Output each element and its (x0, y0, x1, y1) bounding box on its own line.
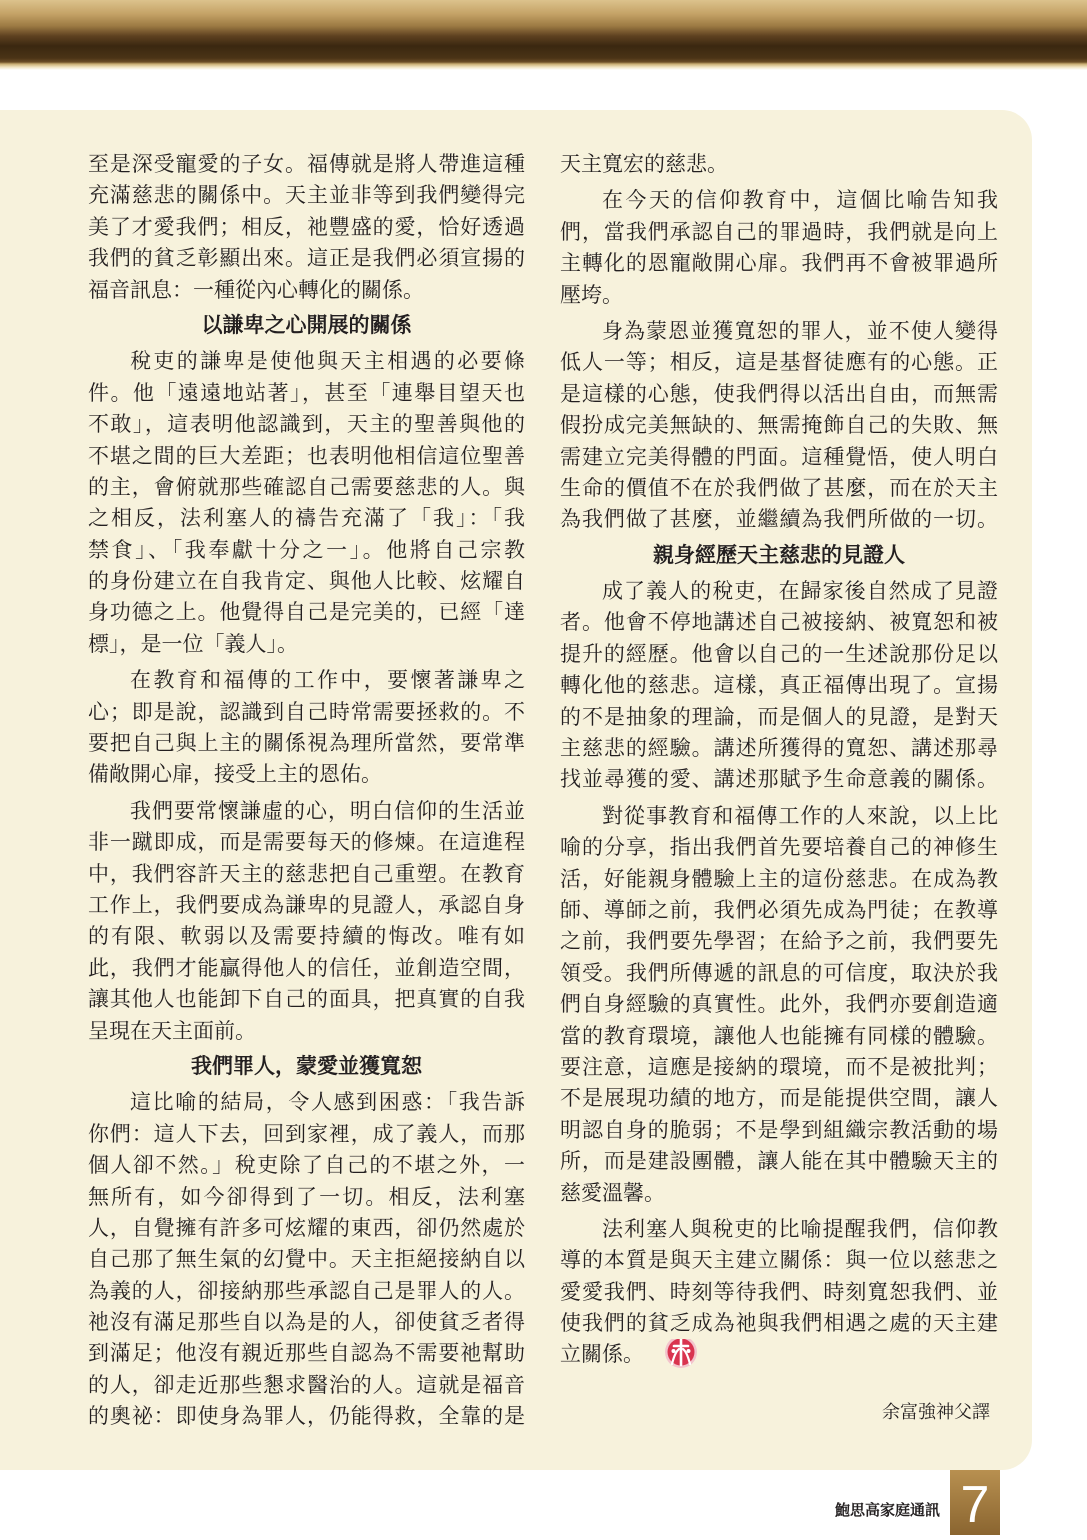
text-line: 個人卻不然。」稅吏除了自己的不堪之外，一 (88, 1153, 525, 1178)
text-line: 低人一等；相反，這是基督徒應有的心態。正 (560, 350, 998, 375)
text-line: 在今天的信仰教育中，這個比喻告知我 (602, 188, 998, 213)
text-line: 喻的分享，指出我們首先要培養自己的神修生 (560, 835, 998, 860)
text-line: 愛愛我們、時刻等待我們、時刻寬恕我們、並 (560, 1279, 998, 1304)
text-line: 是這樣的心態，使我們得以活出自由，而無需 (560, 381, 998, 406)
text-line: 呈現在天主面前。 (88, 1018, 256, 1043)
publication-name: 鮑思高家庭通訊 (834, 1501, 940, 1519)
text-line: 對從事教育和福傳工作的人來說，以上比 (602, 803, 998, 828)
page-number: 7 (950, 1470, 1000, 1535)
text-line: 壓垮。 (560, 282, 623, 307)
text-line: 生命的價值不在於我們做了甚麼，而在於天主 (560, 475, 998, 500)
text-line: 導的本質是與天主建立關係：與一位以慈悲之 (560, 1248, 998, 1273)
text-line: 心；即是說，認識到自己時常需要拯救的。不 (88, 699, 525, 724)
text-line: 的有限、軟弱以及需要持續的悔改。唯有如 (88, 924, 525, 949)
paragraph (560, 1214, 998, 1371)
text-line: 備敞開心扉，接受上主的恩佑。 (88, 762, 382, 787)
section-heading: 親身經歷天主慈悲的見證人 (653, 542, 905, 567)
text-line: 的人，卻走近那些懇求醫治的人。這就是福音 (88, 1372, 525, 1397)
text-line: 的身份建立在自我肯定、與他人比較、炫耀自 (88, 569, 525, 594)
text-line: 無所有，如今卻得到了一切。相反，法利塞 (88, 1184, 525, 1209)
text-line: 成了義人的稅吏，在歸家後自然成了見證 (602, 579, 998, 604)
text-line: 福音訊息：一種從內心轉化的關係。 (88, 277, 424, 302)
text-line: 祂沒有滿足那些自以為是的人，卻使貧乏者得 (88, 1310, 525, 1335)
paragraph (88, 149, 525, 306)
text-line: 不堪之間的巨大差距；也表明他相信這位聖善 (88, 443, 525, 468)
text-line: 這比喻的結局，令人感到困惑：「我告訴 (130, 1090, 525, 1115)
text-line: 自己那了無生氣的幻覺中。天主拒絕接納自以 (88, 1247, 525, 1272)
text-line: 的不是抽象的理論，而是個人的見證，是對天 (560, 704, 998, 729)
text-line: 此，我們才能贏得他人的信任，並創造空間， (88, 955, 525, 980)
text-line: 標」，是一位「義人」。 (88, 631, 298, 656)
text-line: 充滿慈悲的關係中。天主並非等到我們變得完 (88, 183, 525, 208)
text-line: 之前，我們要先學習；在給予之前，我們要先 (560, 929, 998, 954)
text-line: 不敢」，這表明他認識到，天主的聖善與他的 (88, 412, 525, 437)
text-line: 天主寬宏的慈悲。 (560, 152, 728, 176)
text-line: 需建立完美得體的門面。這種覺悟，使人明白 (560, 444, 998, 469)
paragraph (88, 346, 525, 660)
paragraph (88, 1087, 525, 1432)
text-line: 美了才愛我們；相反，祂豐盛的愛，恰好透過 (88, 214, 525, 239)
translator-credit: 余富強神父譯 (882, 1401, 990, 1423)
paragraph (560, 316, 998, 536)
text-line: 人，自覺擁有許多可炫耀的東西，卻仍然處於 (88, 1215, 525, 1240)
text-line: 讓其他人也能卸下自己的面具，把真實的自我 (88, 987, 525, 1012)
text-line: 非一蹴即成，而是需要每天的修煉。在這進程 (88, 830, 525, 855)
text-line: 明認自身的脆弱；不是學到組織宗教活動的場 (560, 1117, 998, 1142)
text-line: 為義的人，卻接納那些承認自己是罪人的人。 (88, 1278, 525, 1303)
text-line: 們，當我們承認自己的罪過時，我們就是向上 (560, 219, 998, 244)
header-band (0, 0, 1087, 70)
text-line: 使我們的貧乏成為祂與我們相遇之處的天主建 (560, 1311, 998, 1336)
text-line: 之相反，法利塞人的禱告充滿了「我」：「我 (88, 506, 525, 531)
text-line: 領受。我們所傳遞的訊息的可信度，取決於我 (560, 960, 998, 985)
text-line: 稅吏的謙卑是使他與天主相遇的必要條 (130, 349, 525, 374)
text-line: 禁食」、「我奉獻十分之一」。他將自己宗教 (88, 537, 525, 562)
paragraph (560, 801, 998, 1209)
text-line: 們自身經驗的真實性。此外，我們亦要創造適 (560, 992, 998, 1017)
text-line: 身功德之上。他覺得自己是完美的，已經「達 (88, 600, 525, 625)
text-line: 法利塞人與稅吏的比喻提醒我們，信仰教 (602, 1216, 998, 1241)
text-line: 要把自己與上主的關係視為理所當然，要常準 (88, 731, 525, 756)
text-line: 師、導師之前，我們必須先成為門徒；在教導 (560, 897, 998, 922)
text-line: 中，我們容許天主的慈悲把自己重塑。在教育 (88, 861, 525, 886)
text-line-content: 立關係。 (560, 1342, 644, 1367)
text-line: 件。他「遠遠地站著」，甚至「連舉目望天也 (88, 380, 525, 405)
text-line: 主慈悲的經驗。講述所獲得的寬恕、講述那尋 (560, 736, 998, 761)
text-line: 在教育和福傳的工作中，要懷著謙卑之 (130, 668, 525, 693)
text-line: 的主，會俯就那些確認自己需要慈悲的人。與 (88, 474, 525, 499)
paragraph (88, 665, 525, 791)
text-line: 我們要常懷謙虛的心，明白信仰的生活並 (130, 798, 525, 823)
text-line: 所，而是建設團體，讓人能在其中體驗天主的 (560, 1149, 998, 1174)
text-line (560, 1339, 998, 1370)
text-line: 假扮成完美無缺的、無需掩飾自己的失敗、無 (560, 413, 998, 438)
text-line: 工作上，我們要成為謙卑的見證人，承認自身 (88, 892, 525, 917)
left-column (88, 149, 525, 1433)
text-line: 轉化他的慈悲。這樣，真正福傳出現了。宣揚 (560, 673, 998, 698)
salesian-family-logo-icon (663, 1339, 699, 1370)
paragraph (88, 796, 525, 1047)
right-column (560, 149, 998, 1428)
text-line: 活，好能親身體驗上主的這份慈悲。在成為教 (560, 866, 998, 891)
text-line: 者。他會不停地講述自己被接納、被寬恕和被 (560, 610, 998, 635)
text-line: 慈愛溫馨。 (560, 1180, 665, 1205)
section-heading: 我們罪人，蒙愛並獲寬恕 (191, 1053, 422, 1078)
text-line: 至是深受寵愛的子女。福傳就是將人帶進這種 (88, 152, 525, 176)
text-line: 你們：這人下去，回到家裡，成了義人，而那 (88, 1121, 525, 1146)
text-line: 為我們做了甚麼，並繼續為我們所做的一切。 (560, 507, 998, 532)
text-line: 要注意，這應是接納的環境，而不是被批判； (560, 1054, 998, 1079)
text-line: 的奧祕：即使身為罪人，仍能得救，全靠的是 (88, 1404, 525, 1429)
paragraph (560, 149, 998, 180)
paragraph (560, 576, 998, 796)
text-line: 身為蒙恩並獲寬恕的罪人，並不使人變得 (602, 318, 998, 343)
text-line: 提升的經歷。他會以自己的一生述說那份足以 (560, 641, 998, 666)
section-heading: 以謙卑之心開展的關係 (201, 312, 412, 337)
text-line: 我們的貧乏彰顯出來。這正是我們必須宣揚的 (88, 246, 525, 271)
text-line: 找並尋獲的愛、講述那賦予生命意義的關係。 (560, 767, 998, 792)
paragraph (560, 185, 998, 311)
text-line: 當的教育環境，讓他人也能擁有同樣的體驗。 (560, 1023, 998, 1048)
text-line: 主轉化的恩寵敞開心扉。我們再不會被罪過所 (560, 251, 998, 276)
text-line: 到滿足；他沒有親近那些自認為不需要祂幫助 (88, 1341, 525, 1366)
text-line: 不是展現功績的地方，而是能提供空間，讓人 (560, 1086, 998, 1111)
